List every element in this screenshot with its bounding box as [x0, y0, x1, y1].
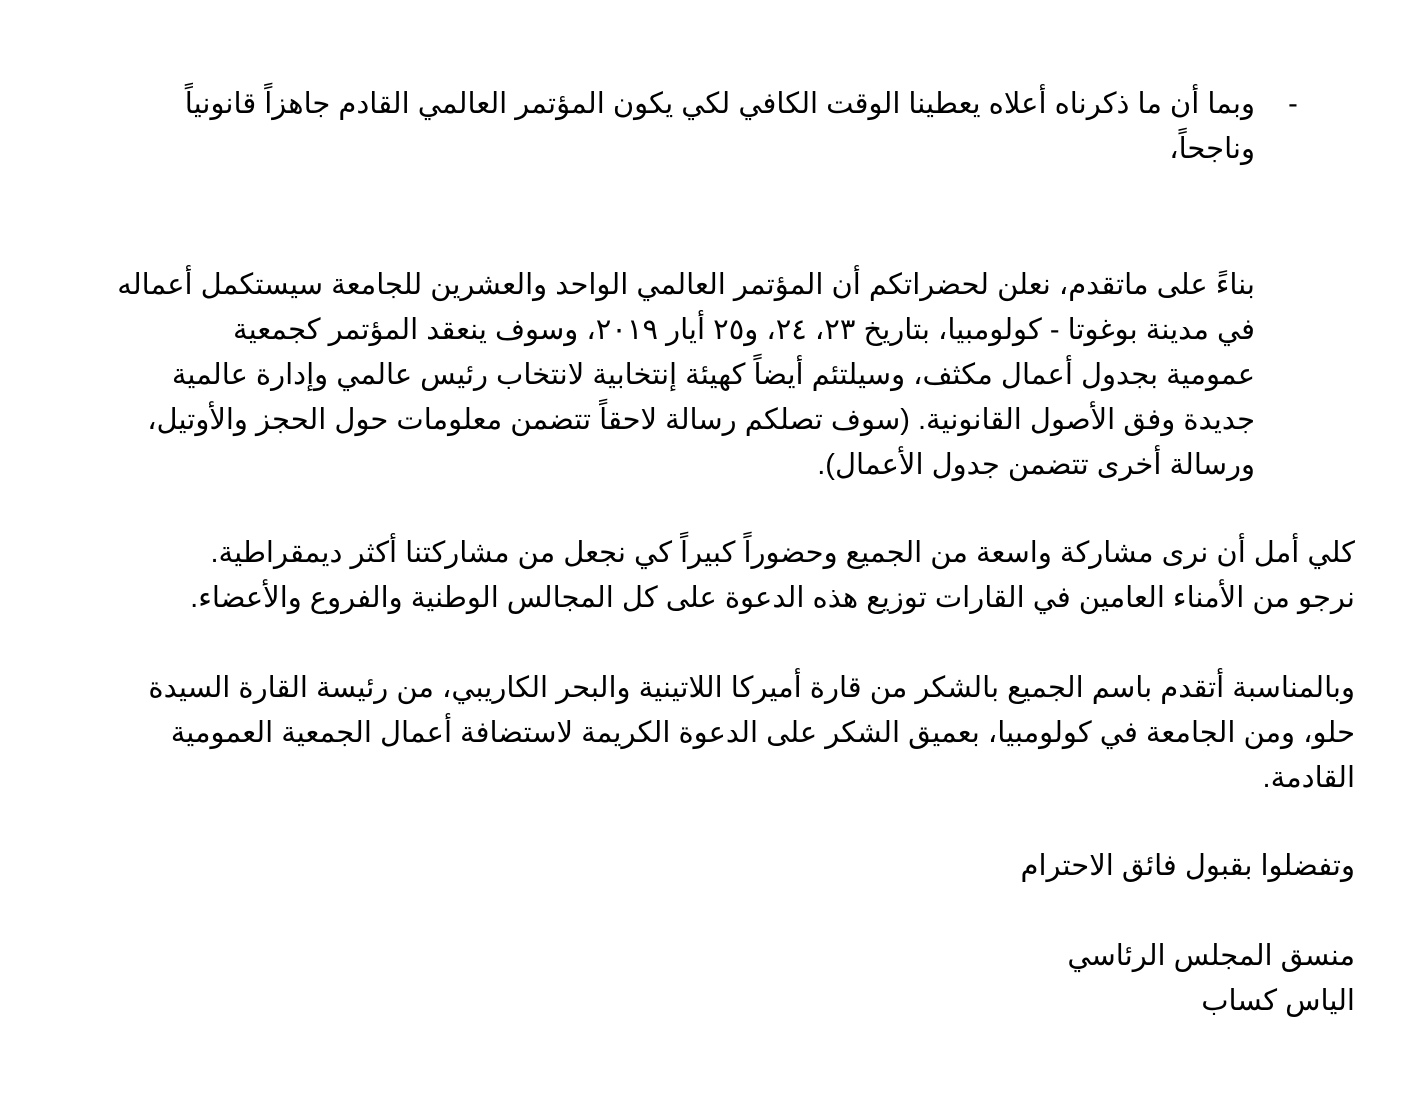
paragraph-1-line-3: عمومية بجدول أعمال مكثف، وسيلتئم أيضاً كهيئة إنتخابية لانتخاب رئيس عالمي وإدارة عالمية	[171, 359, 1255, 391]
paragraph-1-line-1: بناءً على ماتقدم، نعلن لحضراتكم أن المؤتمر العالمي الواحد والعشرين للجامعة سيستكمل أعماله	[117, 269, 1255, 301]
paragraph-2-line-2: نرجو من الأمناء العامين في القارات توزيع هذه الدعوة على كل المجالس الوطنية والفروع والأعضاء.	[190, 582, 1355, 614]
paragraph-1-line-4: جديدة وفق الأصول القانونية. (سوف تصلكم رسالة لاحقاً تتضمن معلومات حول الحجز والأوتيل،	[147, 404, 1255, 436]
bullet-line-2: وناجحاً،	[1169, 133, 1255, 165]
signature-name: الياس كساب	[1201, 985, 1355, 1017]
paragraph-3-line-3: القادمة.	[1262, 762, 1355, 794]
bullet-marker: -	[1288, 88, 1298, 120]
bullet-line-1: وبما أن ما ذكرناه أعلاه يعطينا الوقت الكافي لكي يكون المؤتمر العالمي القادم جاهزاً قانونياً	[184, 88, 1255, 120]
signature-title: منسق المجلس الرئاسي	[1067, 940, 1355, 972]
paragraph-3-line-1: وبالمناسبة أتقدم باسم الجميع بالشكر من قارة أميركا اللاتينية والبحر الكاريبي، من رئيسة القارة السيدة	[148, 672, 1355, 704]
paragraph-3-line-2: حلو، ومن الجامعة في كولومبيا، بعميق الشكر على الدعوة الكريمة لاستضافة أعمال الجمعية العمومية	[170, 717, 1355, 749]
paragraph-1-line-5: ورسالة أخرى تتضمن جدول الأعمال).	[817, 449, 1255, 481]
paragraph-2-line-1: كلي أمل أن نرى مشاركة واسعة من الجميع وحضوراً كبيراً كي نجعل من مشاركتنا أكثر ديمقراطية.	[210, 537, 1355, 569]
paragraph-1-line-2: في مدينة بوغوتا - كولومبيا، بتاريخ ٢٣، ٢٤، و٢٥ أيار ٢٠١٩، وسوف ينعقد المؤتمر كجمعية	[233, 314, 1255, 346]
closing-line: وتفضلوا بقبول فائق الاحترام	[1020, 850, 1355, 882]
